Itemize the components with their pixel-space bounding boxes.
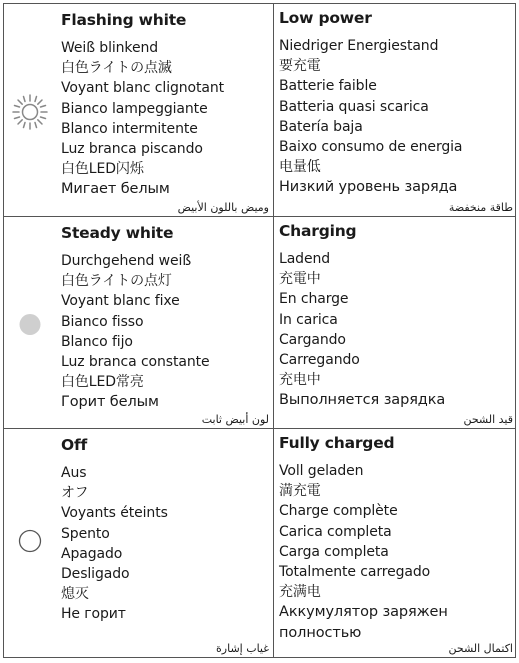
table-row (4, 429, 515, 657)
status-title: Off (61, 436, 88, 454)
list-item: Luz branca piscando (61, 141, 203, 158)
list-item: Не горит (61, 606, 126, 623)
list-item: Charge complète (279, 503, 398, 520)
status-cell-fully-charged (274, 429, 517, 657)
list-item: Bianco fisso (61, 313, 144, 330)
flashing-white-sun-icon (10, 92, 50, 132)
translation-list (279, 249, 445, 411)
list-item: Blanco fijo (61, 333, 133, 350)
list-item: Аккумулятор заряжен (279, 604, 448, 621)
list-item: Carga completa (279, 543, 389, 560)
status-title: Fully charged (279, 434, 395, 452)
list-item: Cargando (279, 331, 346, 348)
list-item: Baixo consumo de energia (279, 139, 463, 156)
list-item: Desligado (61, 566, 130, 583)
off-empty-circle-icon (10, 521, 50, 561)
list-item: 充电中 (279, 372, 321, 389)
list-item: Voll geladen (279, 463, 364, 479)
list-item: Voyants éteints (61, 505, 168, 522)
list-item: 満充電 (279, 483, 321, 500)
list-item: полностью (279, 624, 362, 641)
list-item: Niedriger Energiestand (279, 38, 439, 54)
icon-area (4, 4, 54, 216)
arabic-label: طاقة منخفضة (448, 201, 513, 214)
list-item: 充電中 (279, 271, 321, 288)
translation-list (61, 463, 168, 625)
list-item: Carregando (279, 352, 360, 369)
list-item: Ladend (279, 251, 331, 267)
list-item: Totalmente carregado (279, 564, 431, 581)
list-item: 要充電 (279, 58, 321, 75)
list-item: 白色ライトの点滅 (61, 60, 172, 77)
list-item: オフ (61, 485, 89, 502)
status-cell-low-power (274, 4, 517, 216)
list-item: Aus (61, 465, 87, 481)
list-item: 电量低 (279, 159, 321, 176)
status-cell-steady-white (4, 217, 274, 428)
list-item: 白色ライトの点灯 (61, 273, 172, 290)
list-item: 白色LED常亮 (61, 374, 144, 391)
list-item: Durchgehend weiß (61, 253, 192, 269)
status-cell-off (4, 429, 274, 657)
status-title: Steady white (61, 224, 174, 242)
translation-list (61, 251, 210, 413)
arabic-label: اكتمال الشحن (448, 642, 513, 655)
status-title: Flashing white (61, 11, 187, 29)
translation-list (279, 36, 462, 198)
list-item: Горит белым (61, 394, 159, 411)
list-item: 白色LED闪烁 (61, 161, 144, 178)
translation-list (61, 38, 224, 200)
status-title: Low power (279, 9, 372, 27)
list-item: Batterie faible (279, 78, 377, 95)
list-item: Blanco intermitente (61, 120, 198, 137)
list-item: Низкий уровень заряда (279, 179, 458, 196)
list-item: Weiß blinkend (61, 40, 159, 56)
list-item: Voyant blanc clignotant (61, 80, 225, 97)
translation-list (279, 461, 448, 643)
table-row (4, 4, 515, 217)
list-item: Spento (61, 525, 110, 542)
icon-area (4, 429, 54, 657)
list-item: In carica (279, 311, 338, 328)
arabic-label: قيد الشحن (463, 413, 513, 426)
steady-white-dot-icon (10, 305, 50, 345)
list-item: Voyant blanc fixe (61, 293, 180, 310)
arabic-label: لون أبيض ثابت (201, 413, 269, 426)
list-item: Batteria quasi scarica (279, 98, 429, 115)
status-title: Charging (279, 222, 357, 240)
list-item: Batería baja (279, 118, 363, 135)
table-row (4, 217, 515, 429)
led-status-table (3, 3, 516, 658)
arabic-label: وميض باللون الأبيض (177, 201, 269, 214)
list-item: 充满电 (279, 584, 321, 601)
icon-area (4, 217, 54, 428)
list-item: Мигает белым (61, 181, 170, 198)
list-item: Bianco lampeggiante (61, 100, 208, 117)
status-cell-flashing-white (4, 4, 274, 216)
list-item: Carica completa (279, 523, 392, 540)
list-item: En charge (279, 291, 349, 308)
list-item: Выполняется зарядка (279, 392, 446, 409)
list-item: Apagado (61, 545, 123, 562)
list-item: Luz branca constante (61, 354, 210, 371)
arabic-label: غياب إشارة (216, 642, 269, 655)
status-cell-charging (274, 217, 517, 428)
list-item: 熄灭 (61, 586, 89, 603)
